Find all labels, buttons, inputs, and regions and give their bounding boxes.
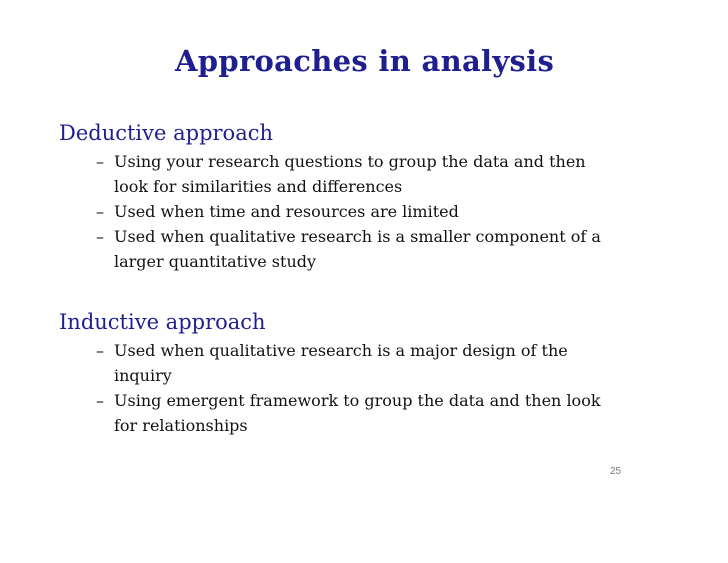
bullet-text: Used when qualitative research is a smaller component of a larger quantitative study	[114, 227, 601, 271]
section-inductive	[59, 309, 679, 438]
section-heading-inductive: Inductive approach	[59, 310, 266, 334]
slide-title: Approaches in analysis	[175, 44, 555, 78]
bullet-item	[59, 199, 614, 224]
bullet-item	[59, 224, 614, 274]
bullet-text: Used when time and resources are limited	[114, 202, 459, 221]
bullet-text: Used when qualitative research is a major design of the inquiry	[114, 341, 568, 385]
bullet-marker: –	[96, 391, 104, 410]
bullet-item	[59, 388, 614, 438]
bullet-text: Using your research questions to group the data and then look for similarities and differences	[114, 152, 586, 196]
bullet-text: Using emergent framework to group the data and then look for relationships	[114, 391, 601, 435]
bullet-item	[59, 149, 614, 199]
bullet-marker: –	[96, 227, 104, 246]
bullet-marker: –	[96, 341, 104, 360]
section-deductive	[59, 120, 679, 274]
bullet-list-inductive	[59, 338, 679, 438]
page-number: 25	[610, 466, 622, 477]
bullet-marker: –	[96, 202, 104, 221]
bullet-item	[59, 338, 614, 388]
bullet-list-deductive	[59, 149, 679, 274]
bullet-marker: –	[96, 152, 104, 171]
section-heading-deductive: Deductive approach	[59, 121, 274, 145]
